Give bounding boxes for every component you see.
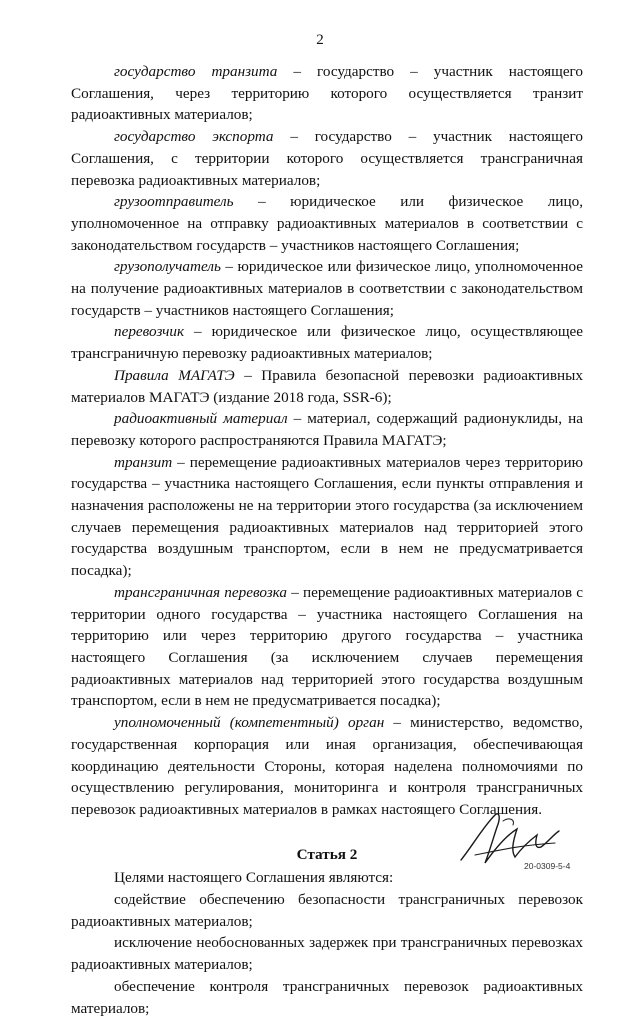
definition-term: грузополучатель <box>114 258 221 276</box>
definition-text: – министерство, ведомство, государственная корпорация или иная организация, обеспечивающая координацию деятельности Стороны, которая наделена полномочиями по осуществлению регулирования, мониторинга и контроля трансграничных перевозок радиоактивных материалов в рамках настоящего Соглашения. <box>71 714 583 818</box>
definition-term: Правила МАГАТЭ <box>114 366 235 384</box>
document-code: 20-0309-5-4 <box>524 861 571 871</box>
definition-term: трансграничная перевозка <box>114 583 287 601</box>
definition-text: – перемещение радиоактивных материалов через территорию государства – участника настоящего Соглашения, если пункты отправления и назначения расположены не на территории этого государства (за исключением случаев перемещения радиоактивных материалов над территорией этого государства воздушным транспортом, если в нем не предусматривается посадка); <box>71 453 583 580</box>
definition-term: радиоактивный материал <box>114 410 288 428</box>
definition-text: – Правила безопасной перевозки радиоактивных материалов МАГАТЭ (издание 2018 года, SSR-6); <box>71 366 583 406</box>
article-paragraph: обеспечение контроля трансграничных перевозок радиоактивных материалов; <box>71 977 583 1017</box>
definition-term: государство экспорта <box>114 128 274 146</box>
definition-paragraph <box>71 191 583 256</box>
definition-paragraph <box>71 408 583 451</box>
definition-term: транзит <box>114 453 173 471</box>
definition-paragraph <box>71 365 583 408</box>
definition-text: – государство – участник настоящего Соглашения, через территорию которого осуществляется транзит радиоактивных материалов; <box>71 63 583 124</box>
definition-term: грузоотправитель <box>114 193 234 211</box>
article-heading: Статья 2 <box>296 845 358 863</box>
definition-text: – государство – участник настоящего Соглашения, с территории которого осуществляется трансграничная перевозка радиоактивных материалов; <box>71 128 583 189</box>
definition-text: – юридическое или физическое лицо, уполномоченное на получение радиоактивных материалов в соответствии с законодательством государств – участников настоящего Соглашения; <box>71 258 583 319</box>
page-number: 2 <box>316 32 324 48</box>
article-paragraph: Целями настоящего Соглашения являются: <box>114 869 394 887</box>
definition-text: – юридическое или физическое лицо, осуществляющее трансграничную перевозку радиоактивных материалов; <box>71 323 583 363</box>
definition-text: – материал, содержащий радионуклиды, на перевозку которого распространяются Правила МАГАТЭ; <box>71 410 583 449</box>
document-body <box>71 61 583 1019</box>
definition-paragraph <box>71 126 583 191</box>
definition-term: государство транзита <box>114 63 278 80</box>
definition-paragraph <box>71 452 583 582</box>
article-paragraph: исключение необоснованных задержек при трансграничных перевозках радиоактивных материалов; <box>71 934 583 974</box>
definitions-list <box>71 61 583 821</box>
definition-text: – юридическое или физическое лицо, уполномоченное на отправку радиоактивных материалов в соответствии с законодательством государств – участников настоящего Соглашения; <box>71 193 583 254</box>
definition-text: – перемещение радиоактивных материалов с территории одного государства – участника настоящего Соглашения на территорию или через территорию другого государства – участника настоящего Соглашения (за исключением случаев перемещения радиоактивных материалов над территорией этого государства воздушным транспортом, если в нем не предусматривается посадка); <box>71 583 583 710</box>
definition-paragraph <box>71 256 583 321</box>
definition-paragraph <box>71 321 583 364</box>
definition-term: перевозчик <box>114 323 185 341</box>
definition-term: уполномоченный (компетентный) орган <box>114 714 385 732</box>
definition-paragraph <box>71 582 583 712</box>
definition-paragraph <box>71 61 583 126</box>
article-paragraph: содействие обеспечению безопасности трансграничных перевозок радиоактивных материалов; <box>71 891 583 930</box>
